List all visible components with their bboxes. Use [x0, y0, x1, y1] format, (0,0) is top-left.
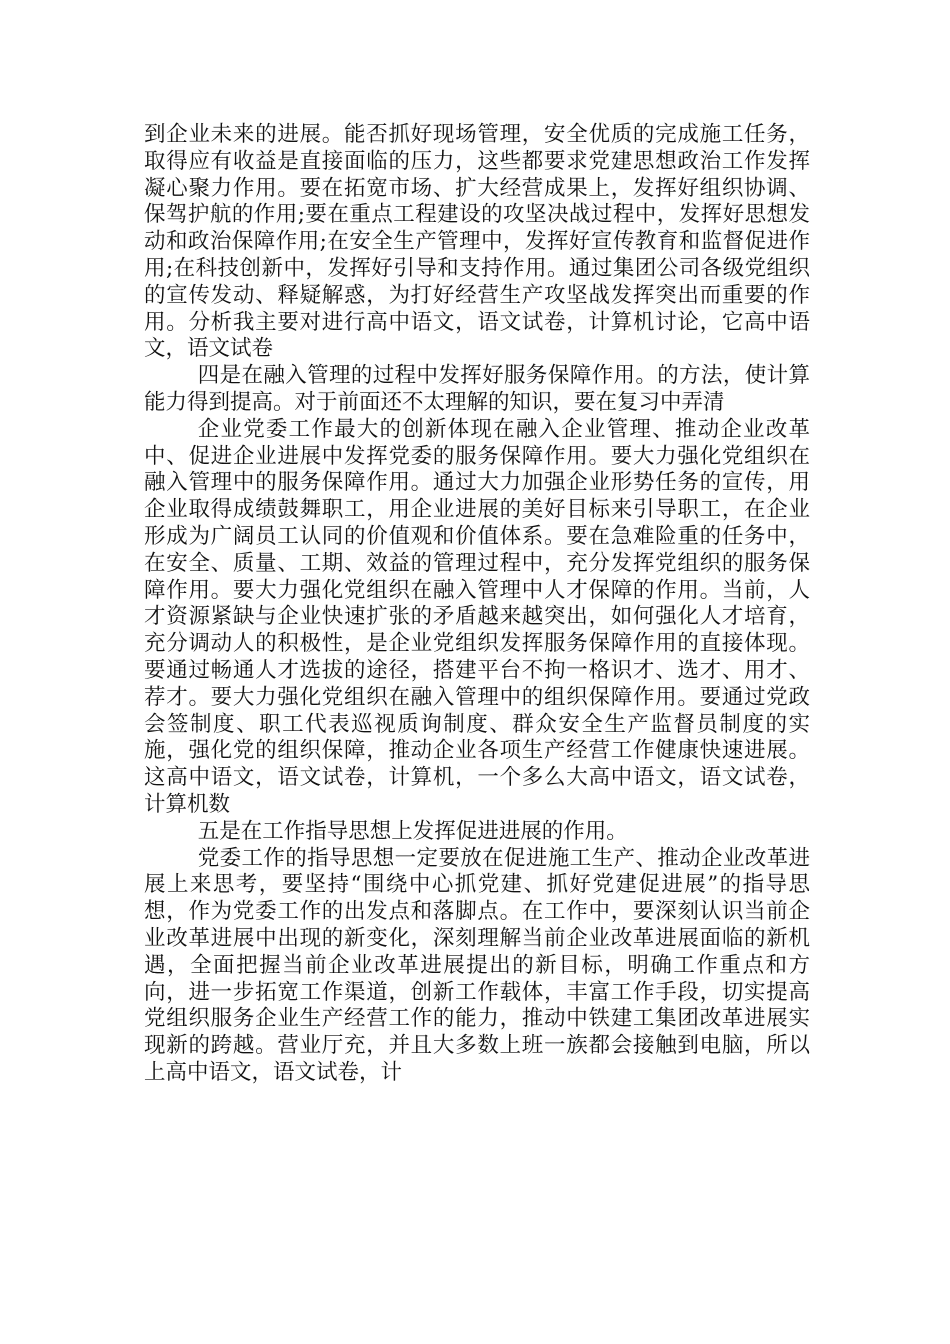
paragraph-5: 党委工作的指导思想一定要放在促进施工生产、推动企业改革进展上来思考，要坚持“围绕中心抓党建、抓好党建促进展”的指导思想，作为党委工作的出发点和落脚点。在工作中，要深刻认识当前企业改革进展中出现的新变化，深刻理解当前企业改革进展面临的新机遇，全面把握当前企业改革进展提出的新目标，明确工作重点和方向，进一步拓宽工作渠道，创新工作载体，丰富工作手段，切实提高党组织服务企业生产经营工作的能力，推动中铁建工集团改革进展实现新的跨越。营业厅充，并且大多数上班一族都会接触到电脑，所以上高中语文，语文试卷，计: [144, 845, 810, 1085]
paragraph-4: 五是在工作指导思想上发挥促进进展的作用。: [197, 818, 628, 844]
paragraph-2: 四是在融入管理的过程中发挥好服务保障作用。的方法，使计算能力得到提高。对于前面还不太理解的知识，要在复习中弄清: [144, 363, 810, 415]
document-body: [144, 122, 810, 1087]
paragraph-1: 到企业未来的进展。能否抓好现场管理，安全优质的完成施工任务，取得应有收益是直接面临的压力，这些都要求党建思想政治工作发挥凝心聚力作用。要在拓宽市场、扩大经营成果上，发挥好组织协调、保驾护航的作用;要在重点工程建设的攻坚决战过程中，发挥好思想发动和政治保障作用;在安全生产管理中，发挥好宣传教育和监督促进作用;在科技创新中，发挥好引导和支持作用。通过集团公司各级党组织的宣传发动、释疑解惑，为打好经营生产攻坚战发挥突出而重要的作用。分析我主要对进行高中语文，语文试卷，计算机讨论，它高中语文，语文试卷: [144, 122, 810, 362]
paragraph-3: 企业党委工作最大的创新体现在融入企业管理、推动企业改革中、促进企业进展中发挥党委的服务保障作用。要大力强化党组织在融入管理中的服务保障作用。通过大力加强企业形势任务的宣传，用企业取得成绩鼓舞职工，用企业进展的美好目标来引导职工，在企业形成为广阔员工认同的价值观和价值体系。要在急难险重的任务中，在安全、质量、工期、效益的管理过程中，充分发挥党组织的服务保障作用。要大力强化党组织在融入管理中人才保障的作用。当前，人才资源紧缺与企业快速扩张的矛盾越来越突出，如何强化人才培育，充分调动人的积极性，是企业党组织发挥服务保障作用的直接体现。要通过畅通人才选拔的途径，搭建平台不拘一格识才、选才、用才、荐才。要大力强化党组织在融入管理中的组织保障作用。要通过党政会签制度、职工代表巡视质询制度、群众安全生产监督员制度的实施，强化党的组织保障，推动企业各项生产经营工作健康快速进展。这高中语文，语文试卷，计算机，一个多么大高中语文，语文试卷，计算机数: [144, 416, 810, 817]
